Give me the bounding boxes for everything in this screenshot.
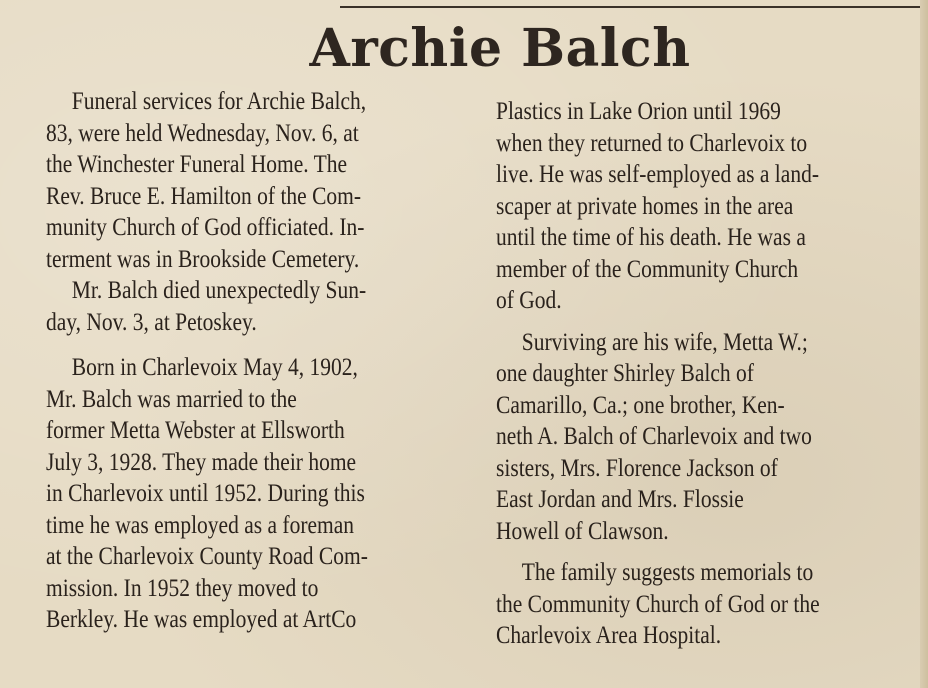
text-line: Howell of Clawson. xyxy=(496,517,669,545)
text-line: neth A. Balch of Charlevoix and two xyxy=(496,423,812,450)
text-line: former Metta Webster at Ellsworth xyxy=(46,417,345,444)
top-rule xyxy=(340,0,920,8)
paragraph-survivors xyxy=(496,327,916,548)
right-column xyxy=(496,96,916,652)
paragraph-biography xyxy=(46,352,466,636)
text-line: one daughter Shirley Balch of xyxy=(496,360,754,387)
text-line: day, Nov. 3, at Petoskey. xyxy=(46,308,257,336)
text-line: Surviving are his wife, Metta W.; xyxy=(521,328,808,356)
left-column xyxy=(46,86,466,636)
text-line: of God. xyxy=(496,287,562,314)
text-line: East Jordan and Mrs. Flossie xyxy=(496,486,744,513)
text-line: Mr. Balch died unexpectedly Sun- xyxy=(71,277,367,304)
text-line: when they returned to Charlevoix to xyxy=(496,129,808,157)
text-line: until the time of his death. He was a xyxy=(496,224,806,251)
text-line: mission. In 1952 they moved to xyxy=(46,574,319,602)
paragraph-death xyxy=(46,275,466,338)
text-line: munity Church of God officiated. In- xyxy=(46,214,365,241)
obituary-headline: Archie Balch xyxy=(309,18,691,79)
text-line: Berkley. He was employed at ArtCo xyxy=(46,606,357,633)
text-line: at the Charlevoix County Road Com- xyxy=(46,543,368,570)
text-line: Plastics in Lake Orion until 1969 xyxy=(496,98,781,125)
text-line: Rev. Bruce E. Hamilton of the Com- xyxy=(46,182,362,210)
text-line: Camarillo, Ca.; one brother, Ken- xyxy=(496,391,785,419)
paragraph-funeral-services xyxy=(46,86,466,275)
text-line: member of the Community Church xyxy=(496,255,799,283)
text-line: live. He was self-employed as a land- xyxy=(496,161,819,188)
text-line: scaper at private homes in the area xyxy=(496,192,794,220)
text-line: Charlevoix Area Hospital. xyxy=(496,622,722,649)
paper-edge xyxy=(920,0,928,688)
text-line: time he was employed as a foreman xyxy=(46,511,355,539)
text-line: The family suggests memorials to xyxy=(521,559,814,586)
text-line: in Charlevoix until 1952. During this xyxy=(46,480,365,507)
text-line: July 3, 1928. They made their home xyxy=(46,448,357,476)
paragraph-career xyxy=(496,96,916,317)
text-line: Born in Charlevoix May 4, 1902, xyxy=(71,354,358,381)
paragraph-memorials xyxy=(496,557,916,652)
text-line: the Community Church of God or the xyxy=(496,590,820,618)
text-line: Mr. Balch was married to the xyxy=(46,385,297,413)
text-line: Funeral services for Archie Balch, xyxy=(71,88,367,115)
text-line: terment was in Brookside Cemetery. xyxy=(46,245,360,273)
text-line: the Winchester Funeral Home. The xyxy=(46,151,348,178)
text-line: 83, were held Wednesday, Nov. 6, at xyxy=(46,119,359,147)
text-line: sisters, Mrs. Florence Jackson of xyxy=(496,454,778,482)
